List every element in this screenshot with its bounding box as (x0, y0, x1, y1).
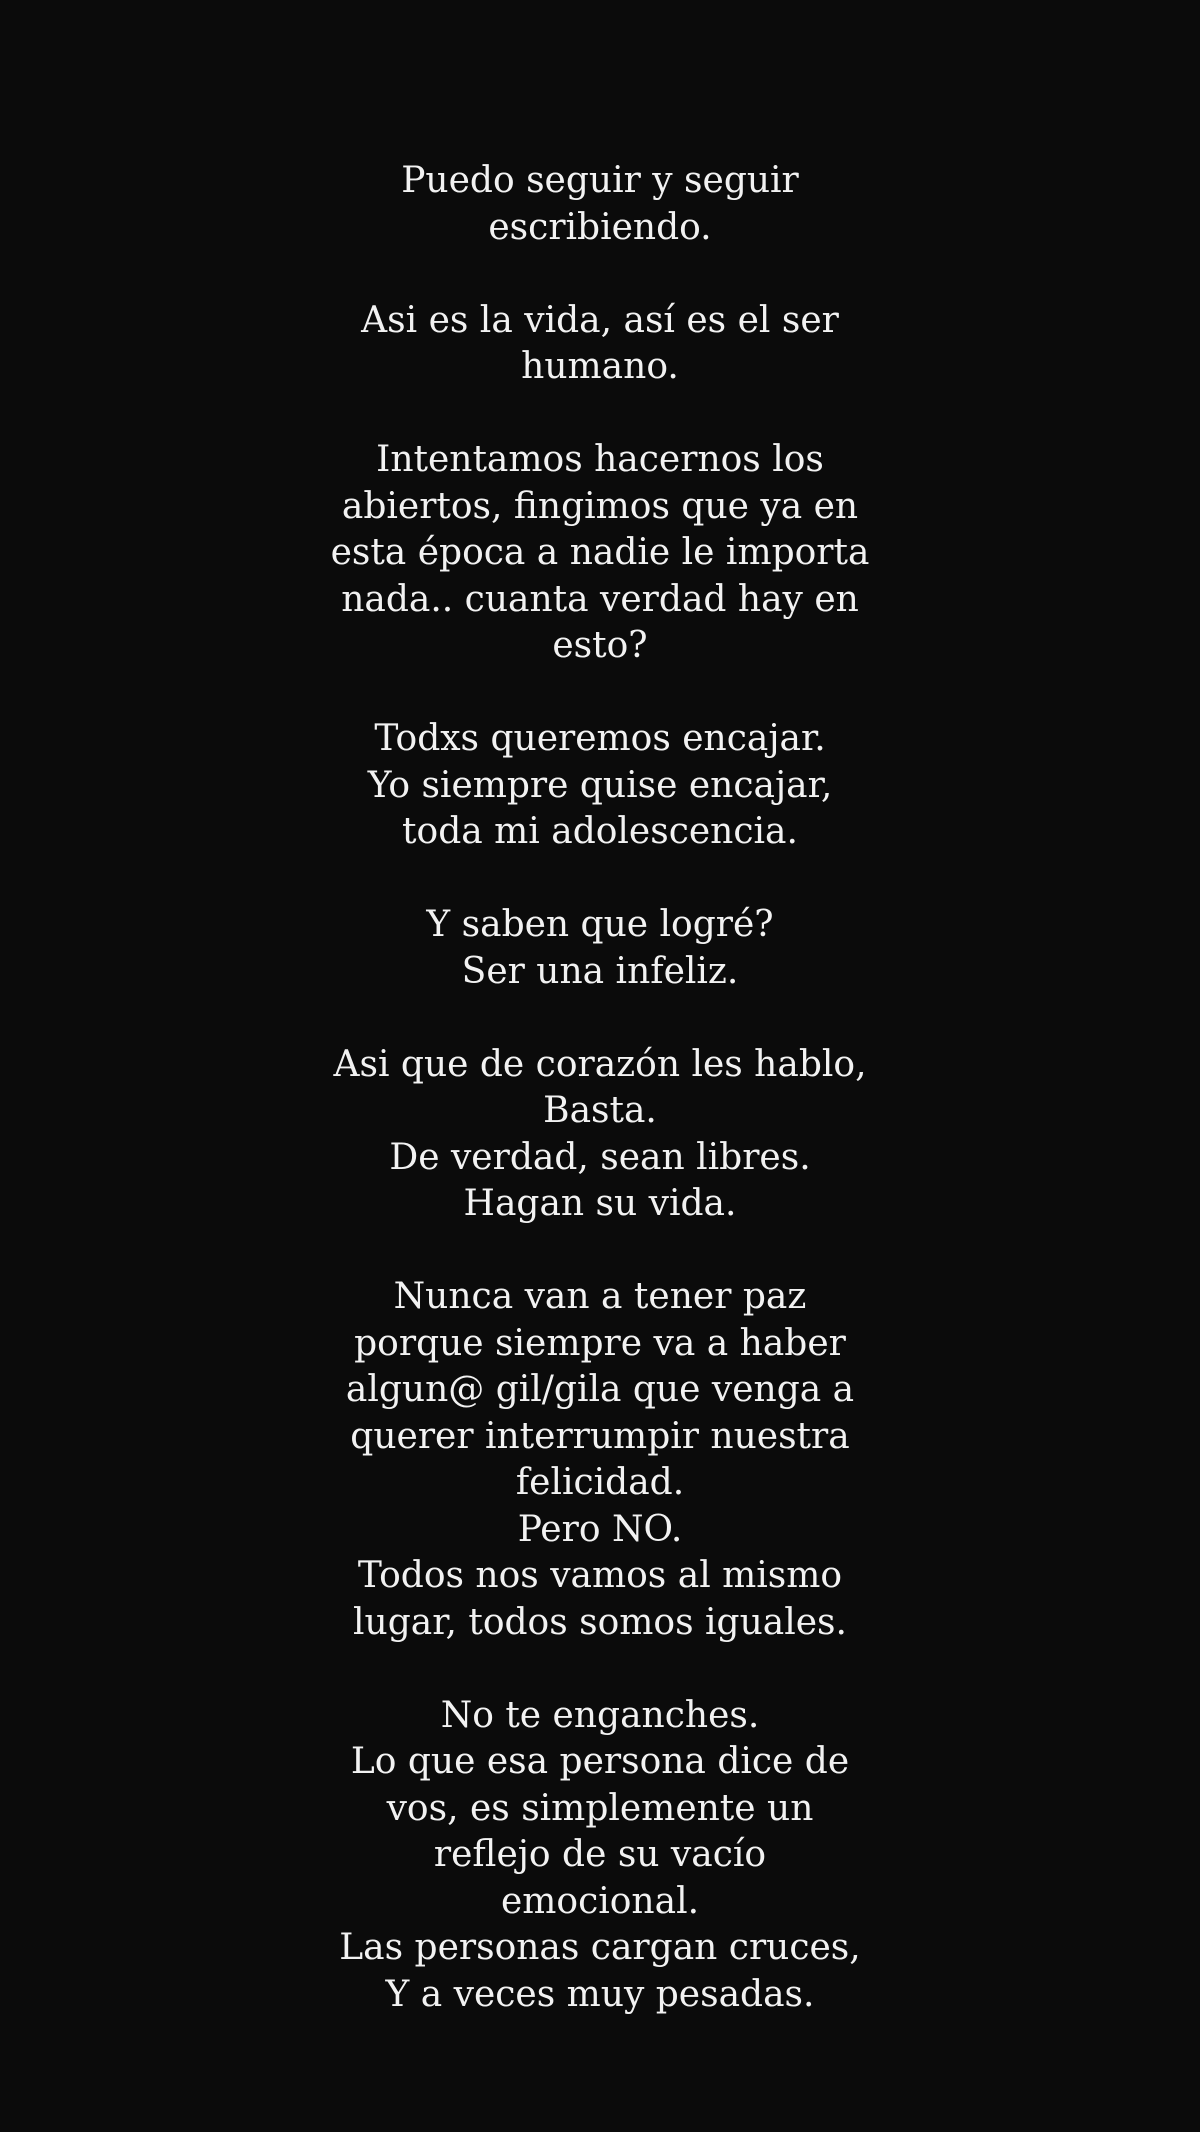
text-line: reflejo de su vacío (433, 1834, 767, 1875)
text-line: Lo que esa persona dice de (350, 1741, 850, 1782)
text-line: Yo siempre quise encajar, (367, 764, 833, 806)
text-line: Basta. (543, 1090, 657, 1131)
text-line: Intentamos hacernos los (376, 439, 824, 480)
text-line: De verdad, sean libres. (389, 1136, 811, 1178)
text-line: querer interrumpir nuestra (350, 1415, 850, 1457)
text-line: Puedo seguir y seguir (401, 160, 799, 201)
text-line: Nunca van a tener paz (393, 1276, 807, 1317)
text-line: escribiendo. (488, 206, 712, 248)
text-line: Pero NO. (517, 1508, 683, 1550)
text-line: Todxs queremos encajar. (374, 718, 826, 759)
text-line: vos, es simplemente un (386, 1787, 814, 1829)
text-line: lugar, todos somos iguales. (353, 1601, 847, 1643)
text-line: emocional. (500, 1880, 700, 1922)
text-line: Las personas cargan cruces, (339, 1927, 861, 1968)
text-line: Asi que de corazón les hablo, (333, 1043, 867, 1085)
paragraph (60, 1042, 1140, 1228)
paragraph (60, 1274, 1140, 1646)
paragraph (60, 437, 1140, 670)
text-line: No te enganches. (440, 1694, 760, 1736)
paragraph (60, 902, 1140, 995)
text-line: algun@ gil/gila que venga a (345, 1369, 855, 1410)
text-line: Ser una infeliz. (461, 950, 739, 992)
text-line: nada.. cuanta verdad hay en (341, 578, 859, 620)
text-line: Asi es la vida, así es el ser (361, 299, 839, 341)
text-line: Todos nos vamos al mismo (357, 1555, 843, 1596)
text-line: Hagan su vida. (463, 1183, 737, 1224)
story-text (60, 158, 1140, 2065)
text-line: Y saben que logré? (426, 904, 774, 945)
text-line: esto? (552, 625, 648, 666)
text-line: abiertos, fingimos que ya en (341, 485, 859, 527)
paragraph (60, 158, 1140, 251)
text-line: felicidad. (515, 1462, 685, 1503)
text-line: porque siempre va a haber (354, 1322, 846, 1364)
paragraph (60, 1693, 1140, 2019)
paragraph (60, 716, 1140, 856)
text-line: humano. (521, 346, 679, 387)
paragraph (60, 298, 1140, 391)
text-line: esta época a nadie le importa (330, 532, 870, 573)
text-line: toda mi adolescencia. (402, 811, 798, 852)
text-line: Y a veces muy pesadas. (385, 1973, 815, 2015)
